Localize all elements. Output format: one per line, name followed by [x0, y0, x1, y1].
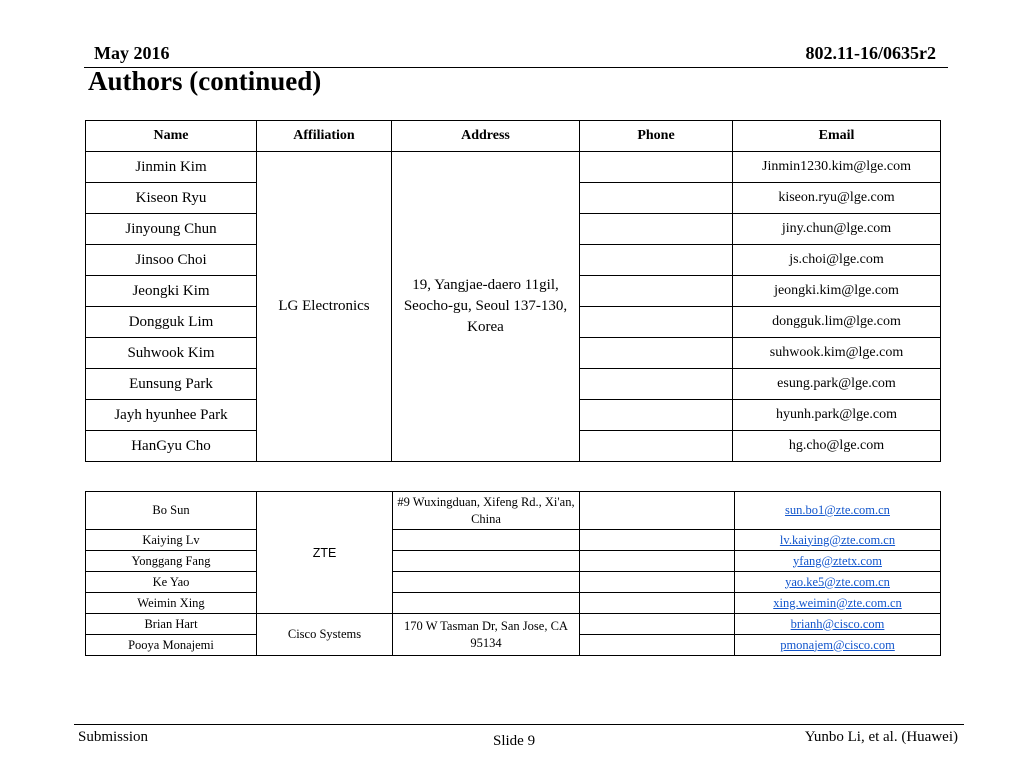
author-email: dongguk.lim@lge.com	[733, 307, 941, 338]
authors-table-zte-cisco	[85, 491, 941, 656]
footer-author: Yunbo Li, et al. (Huawei)	[804, 729, 958, 745]
author-phone	[580, 245, 733, 276]
page-title: Authors (continued)	[88, 66, 322, 96]
author-name: Kaiying Lv	[86, 530, 257, 551]
table-row	[86, 572, 941, 593]
column-header-affiliation: Affiliation	[257, 121, 392, 152]
author-email-cell	[735, 530, 941, 551]
author-affiliation-zte: ZTE	[257, 492, 393, 614]
author-phone	[580, 431, 733, 462]
author-name: Yonggang Fang	[86, 551, 257, 572]
author-email: hg.cho@lge.com	[733, 431, 941, 462]
table-row	[86, 530, 941, 551]
author-address	[393, 530, 580, 551]
column-header-address: Address	[392, 121, 580, 152]
author-address	[393, 551, 580, 572]
author-name: Jayh hyunhee Park	[86, 400, 257, 431]
author-address: 19, Yangjae-daero 11gil, Seocho-gu, Seoul 137-130, Korea	[392, 152, 580, 462]
email-link[interactable]: yfang@ztetx.com	[793, 553, 882, 568]
authors-table-lg	[85, 120, 941, 462]
author-email-cell	[735, 572, 941, 593]
author-phone	[580, 214, 733, 245]
author-name: Jinmin Kim	[86, 152, 257, 183]
author-name: Jeongki Kim	[86, 276, 257, 307]
author-email-cell	[735, 635, 941, 656]
author-name: Jinyoung Chun	[86, 214, 257, 245]
author-email: Jinmin1230.kim@lge.com	[733, 152, 941, 183]
author-name: Dongguk Lim	[86, 307, 257, 338]
email-link[interactable]: pmonajem@cisco.com	[780, 637, 895, 652]
author-phone	[580, 492, 735, 530]
author-name: Eunsung Park	[86, 369, 257, 400]
author-name: Brian Hart	[86, 614, 257, 635]
footer-submission: Submission	[78, 729, 149, 745]
author-phone	[580, 593, 735, 614]
author-name: Pooya Monajemi	[86, 635, 257, 656]
author-phone	[580, 152, 733, 183]
author-address: #9 Wuxingduan, Xifeng Rd., Xi'an, China	[393, 492, 580, 530]
author-email-cell	[735, 593, 941, 614]
author-name: Ke Yao	[86, 572, 257, 593]
column-header-email: Email	[733, 121, 941, 152]
author-phone	[580, 369, 733, 400]
email-link[interactable]: brianh@cisco.com	[790, 616, 885, 631]
author-name: Jinsoo Choi	[86, 245, 257, 276]
author-phone	[580, 183, 733, 214]
author-phone	[580, 338, 733, 369]
email-link[interactable]: sun.bo1@zte.com.cn	[785, 503, 890, 517]
column-header-phone: Phone	[580, 121, 733, 152]
table-row	[86, 492, 941, 530]
author-phone	[580, 530, 735, 551]
author-phone	[580, 307, 733, 338]
author-name: Weimin Xing	[86, 593, 257, 614]
column-header-name: Name	[86, 121, 257, 152]
author-email: jiny.chun@lge.com	[733, 214, 941, 245]
author-address-cisco: 170 W Tasman Dr, San Jose, CA 95134	[393, 614, 580, 656]
author-email: hyunh.park@lge.com	[733, 400, 941, 431]
author-name: Suhwook Kim	[86, 338, 257, 369]
email-link[interactable]: lv.kaiying@zte.com.cn	[779, 532, 896, 547]
table-row	[86, 551, 941, 572]
author-phone	[580, 572, 735, 593]
author-affiliation-cisco: Cisco Systems	[257, 614, 393, 656]
author-email-cell	[735, 551, 941, 572]
header-date: May 2016	[94, 43, 170, 63]
author-phone	[580, 614, 735, 635]
table-row	[86, 614, 941, 635]
email-link[interactable]: xing.weimin@zte.com.cn	[773, 595, 902, 610]
header-doc-id: 802.11-16/0635r2	[805, 43, 936, 63]
author-address	[393, 572, 580, 593]
table-row	[86, 593, 941, 614]
author-name: Bo Sun	[86, 492, 257, 530]
author-name: Kiseon Ryu	[86, 183, 257, 214]
author-phone	[580, 400, 733, 431]
footer-divider	[74, 724, 964, 725]
author-phone	[580, 551, 735, 572]
author-affiliation: LG Electronics	[257, 152, 392, 462]
author-address	[393, 593, 580, 614]
table-row	[86, 152, 941, 183]
slide-number: Slide 9	[493, 733, 536, 749]
author-email-cell	[735, 614, 941, 635]
author-email: esung.park@lge.com	[733, 369, 941, 400]
author-phone	[580, 635, 735, 656]
author-name: HanGyu Cho	[86, 431, 257, 462]
author-email: suhwook.kim@lge.com	[733, 338, 941, 369]
email-link[interactable]: yao.ke5@zte.com.cn	[785, 574, 890, 589]
author-phone	[580, 276, 733, 307]
author-email-cell	[735, 492, 941, 530]
table-header-row	[86, 121, 941, 152]
author-email: js.choi@lge.com	[733, 245, 941, 276]
author-email: jeongki.kim@lge.com	[733, 276, 941, 307]
author-email: kiseon.ryu@lge.com	[733, 183, 941, 214]
